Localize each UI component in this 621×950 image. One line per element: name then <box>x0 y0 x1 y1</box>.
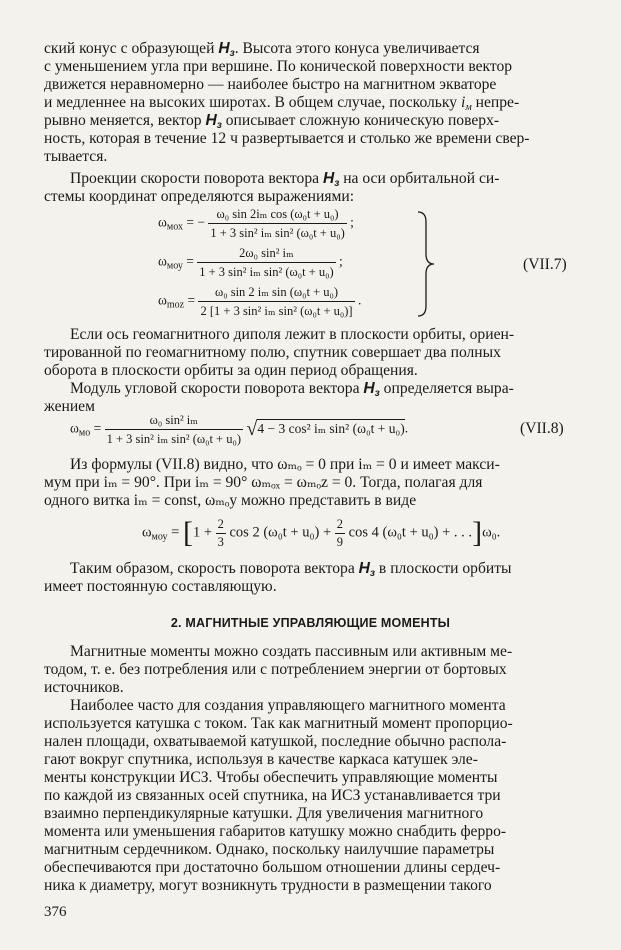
fraction: $\frac{\text{ω₀ sin 2iₘ cos (ω₀t + u₀)}}{\text{1 + 3 sin² iₘ sin² (ω₀t + u₀)}}$ <box>210 207 345 240</box>
paragraph-cone: ский конус с образующей $H_з$. Высота этого конуса увеличивается с уменьшением угла при вершине. По конической поверхности вектор движется неравномерно — наиболее быстро на магнитном экваторе и медленнее на высоких широтах. В общем случае, поскольку $i_м$ непре- рывно меняется, вектор $H_з$ описывает сложную коническую поверх- ность, которая в течение 12 ч развертывается и столько же времени свер- тывается. <box>44 40 530 165</box>
fraction: $\frac{2}{3}$ <box>217 516 224 549</box>
vector-h: $H_з$ <box>363 380 380 399</box>
fraction: $\frac{\text{2ω₀ sin² iₘ}}{\text{1 + 3 sin² iₘ sin² (ω₀t + u₀)}}$ <box>199 246 334 279</box>
equation-omega-z: $\omega_{moz}$ = $\frac{\text{ω₀ sin 2 iₘ sin (ω₀t + u₀)}}{\text{2 [1 + 3 sin² iₘ sin² (ω₀t + u₀)]}}$ . <box>158 285 362 318</box>
paragraph-projections: Проекции скорости поворота вектора $H_з$ на оси орбитальной си- стемы координат определяются выражениями: <box>44 170 500 205</box>
paragraph-dipole: Если ось геомагнитного диполя лежит в плоскости орбиты, ориен- тированной по геомагнитному полю, спутник совершает два полных оборота в плоскости орбиты за один период обращения. <box>44 326 515 379</box>
equation-tag-vii7: (VII.7) <box>523 256 567 273</box>
right-brace <box>412 210 442 318</box>
equation-omega-x: $\omega_{мох}$ = − $\frac{\text{ω₀ sin 2iₘ cos (ω₀t + u₀)}}{\text{1 + 3 sin² iₘ sin² (ω₀t + u₀)}}$ ; <box>158 207 354 240</box>
vector-h: $H_з$ <box>218 40 235 59</box>
sqrt-radicand: 4 − 3 cos² iₘ sin² (ω₀t + u₀) <box>257 420 405 436</box>
vector-h: $H_з$ <box>322 170 340 189</box>
page-number: 376 <box>44 904 67 920</box>
paragraph-coil: Наиболее часто для создания управляющего магнитного момента используется катушка с током. Так как магнитный момент пропорцио- нален площади, охватываемой катушкой, последние обычно распола- гают вокруг спутника, используя в качестве каркаса катушек эле- менты конструкции ИСЗ. Чтобы обеспечить управляющие моменты по каждой из связанных осей спутника, на ИСЗ устанавливается три взаимно перпендикулярные катушки. Для увеличения магнитного момента или уменьшения габаритов катушку можно снабдить ферро- магнитным сердечником. Однако, поскольку наилучшие параметры обеспечиваются при достаточно большом отношении длины сердеч- ника к диаметру, могут возникнуть трудности в размещении такого <box>44 697 513 894</box>
equation-omega-y: $\omega_{моу}$ = $\frac{\text{2ω₀ sin² iₘ}}{\text{1 + 3 sin² iₘ sin² (ω₀t + u₀)}}$ ; <box>158 246 343 279</box>
section-heading: 2. МАГНИТНЫЕ УПРАВЛЯЮЩИЕ МОМЕНТЫ <box>170 616 451 630</box>
equation-omega-modulus: $\omega_{мо}$ = $\frac{\text{ω₀ sin² iₘ}}{\text{1 + 3 sin² iₘ sin² (ω₀t + u₀)}}$ √4 − 3 cos² iₘ sin² (ω₀t + u₀). <box>70 413 409 446</box>
symbol-i: $i_м$ <box>460 94 472 113</box>
paragraph-magnetic-moments: Магнитные моменты можно создать пассивным или активным ме- тодом, т. е. без потребления или с потреблением энергии от бортовых источников. <box>44 643 513 696</box>
paragraph-modulus: Модуль угловой скорости поворота вектора $H_з$ определяется выра- жением <box>44 380 514 415</box>
fraction: $\frac{\text{ω₀ sin 2 iₘ sin (ω₀t + u₀)}}{\text{2 [1 + 3 sin² iₘ sin² (ω₀t + u₀)]}}$ <box>200 285 353 318</box>
vector-h: $H_з$ <box>358 560 376 579</box>
fraction: $\frac{\text{ω₀ sin² iₘ}}{\text{1 + 3 sin² iₘ sin² (ω₀t + u₀)}}$ <box>106 413 241 446</box>
fraction: $\frac{2}{9}$ <box>336 516 344 549</box>
equation-tag-vii8: (VII.8) <box>520 420 564 437</box>
paragraph-formula-analysis: Из формулы (VII.8) видно, что ωₘₒ = 0 при iₘ = 0 и имеет макси- мум при iₘ = 90°. При iₘ = 90° ωₘₒₓ = ωₘₒz = 0. Тогда, полагая для одного витка iₘ = const, ωₘₒу можно представить в виде <box>44 456 500 509</box>
vector-h: $H_з$ <box>205 112 222 131</box>
paragraph-constant-component: Таким образом, скорость поворота вектора $H_з$ в плоскости орбиты имеет постоянную составляющую. <box>44 560 512 595</box>
equation-series: $\omega_{моу} = [1$ + $\frac{2}{3}$ cos 2 (ω₀t + u₀) + $\frac{2}{9}$ cos 4 (ω₀t + u₀) + . . .]ω₀. <box>142 516 501 549</box>
